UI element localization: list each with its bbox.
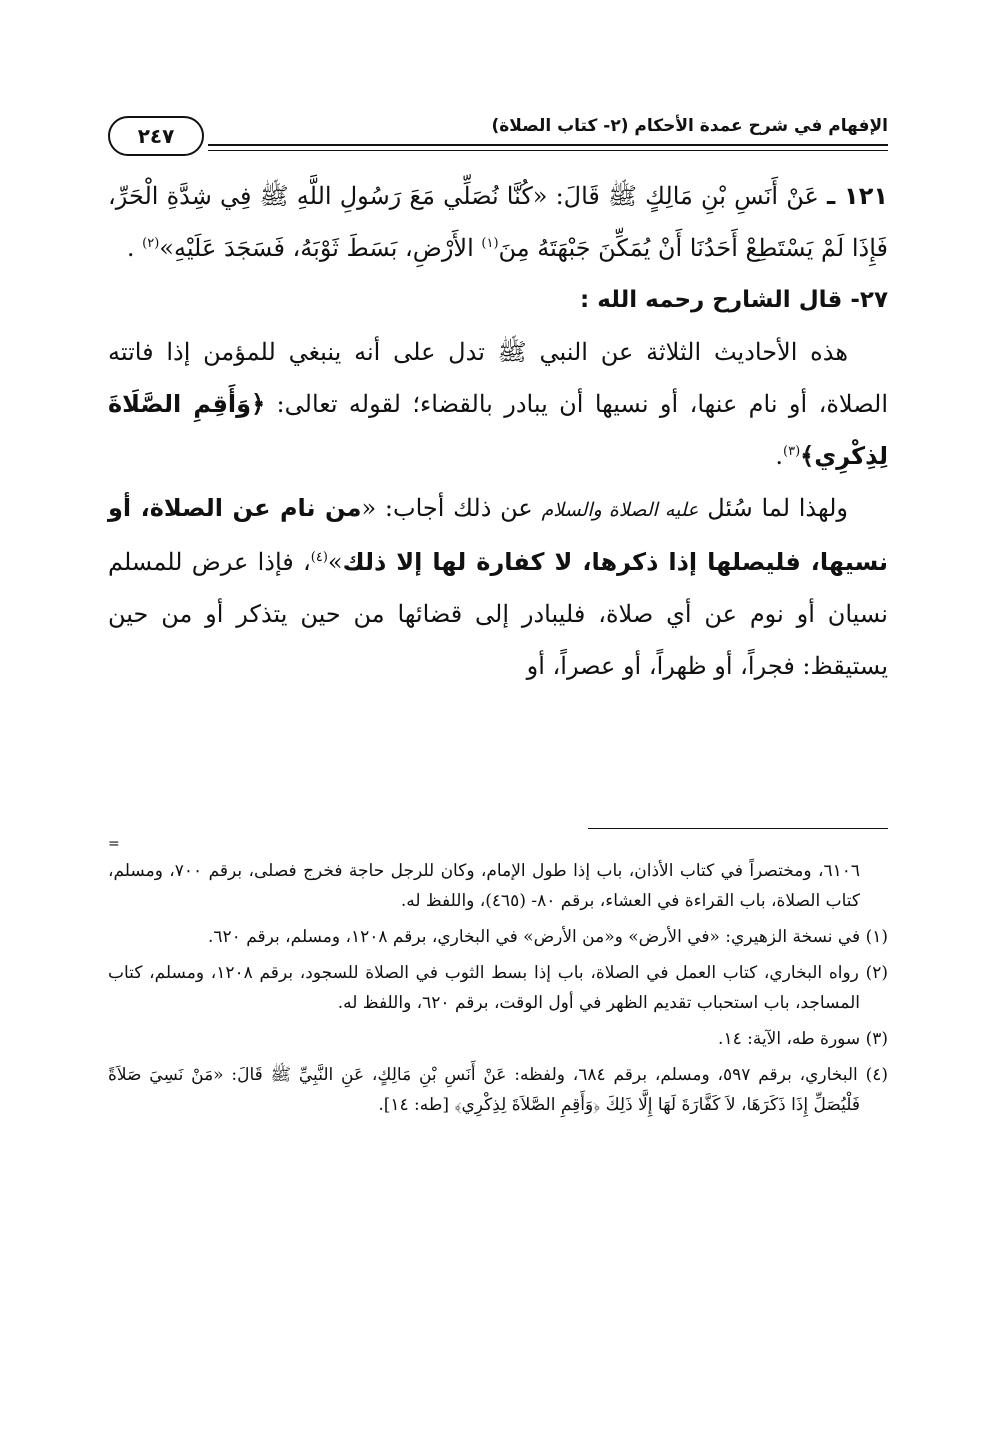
- header-rule-thin: [208, 150, 888, 151]
- paragraph-2-intro-2: عن ذلك أجاب: «: [361, 494, 542, 522]
- quote-end: »: [327, 548, 343, 576]
- page-number: ٢٤٧: [108, 116, 204, 156]
- footnote-continuation: ٦١٠٦، ومختصراً في كتاب الأذان، باب إذا طول الإمام، وكان للرجل حاجة فخرج فصلى، برقم ٧٠٠، ومسلم، كتاب الصلاة، باب القراءة في العشاء، برقم ٨٠- (٤٦٥)، واللفظ له.: [108, 861, 860, 911]
- paragraph-1-text: هذه الأحاديث الثلاثة عن النبي ﷺ تدل على أنه ينبغي للمؤمن إذا فاتته الصلاة، أو نام عنها، أو نسيها أن يبادر بالقضاء؛ لقوله تعالى:: [108, 338, 889, 418]
- book-title: الإفهام في شرح عمدة الأحكام (٢- كتاب الصلاة): [491, 116, 888, 136]
- section-number: ٢٧-: [850, 287, 888, 313]
- quran-verse: ﴿وَأَقِمِ الصَّلَاةَ لِذِكْرِي﴾: [108, 390, 888, 470]
- hadith-quote: من نام عن الصلاة، أو نسيها، فليصلها إذا ذكرها، لا كفارة لها إلا ذلك: [108, 494, 888, 576]
- footnotes: [108, 856, 888, 1126]
- footnote-2: (٢) رواه البخاري، كتاب العمل في الصلاة، باب إذا بسط الثوب في الصلاة للسجود، برقم ١٢٠٨، ومسلم، كتاب المساجد، باب استحباب تقديم الظهر في أول الوقت، برقم ٦٢٠، واللفظ له.: [108, 963, 888, 1013]
- footnote-marker-2[interactable]: (٢): [142, 236, 160, 251]
- honorific: عليه الصلاة والسلام: [541, 499, 699, 521]
- footnote-1: (١) في نسخة الزهيري: «في الأرض» و«من الأرض» في البخاري، برقم ١٢٠٨، ومسلم، برقم ٦٢٠.: [208, 927, 888, 947]
- hadith-text: عَنْ أَنَسِ بْنِ مَالِكٍ ﷺ قَالَ: «كُنَّا نُصَلِّي مَعَ رَسُولِ اللَّهِ ﷺ فِي شِدَّةِ الْحَرِّ، فَإِذَا لَمْ يَسْتَطِعْ أَحَدُنَا أَنْ يُمَكِّنَ جَبْهَتَهُ مِنَ: [108, 182, 888, 262]
- footnote-4: (٤) البخاري، برقم ٥٩٧، ومسلم، برقم ٦٨٤، ولفظه: عَنْ أَنَسِ بْنِ مَالِكٍ، عَنِ النَّبِيِّ ﷺ قَالَ: «مَنْ نَسِيَ صَلاَةً فَلْيُصَلِّ إِذَا ذَكَرَهَا، لاَ كَفَّارَةَ لَهَا إِلَّا ذَلِكَ ﴿وَأَقِمِ الصَّلاَةَ لِذِكْرِي﴾ [طه: ١٤].: [108, 1065, 888, 1115]
- footnote-marker-4[interactable]: (٤): [310, 550, 328, 565]
- paragraph-2: [108, 482, 888, 692]
- paragraph-1: [108, 326, 888, 482]
- footnote-3: (٣) سورة طه، الآية: ١٤.: [718, 1029, 888, 1049]
- hadith-block: [108, 170, 888, 274]
- hadith-number: ١٢١ ـ: [826, 182, 888, 210]
- footnote-marker-3[interactable]: (٣): [783, 444, 801, 459]
- paragraph-2-rest: ، فإذا عرض للمسلم نسيان أو نوم عن أي صلاة، فليبادر إلى قضائها من حين يتذكر أو من حين يستيقظ: فجراً، أو ظهراً، أو عصراً، أو: [108, 548, 888, 680]
- paragraph-2-intro: ولهذا لما سُئل: [698, 494, 848, 522]
- paragraph-1-end: .: [775, 442, 784, 470]
- header-rule-thick: [208, 144, 888, 146]
- section-heading: [108, 274, 888, 326]
- footnote-separator: [588, 828, 888, 829]
- hadith-end: .: [126, 234, 143, 262]
- footnote-marker-1[interactable]: (١): [481, 236, 499, 251]
- page-header: [108, 108, 888, 160]
- section-title: قال الشارح رحمه الله :: [580, 287, 843, 313]
- main-text: [108, 170, 888, 692]
- footnote-continuation-mark: =: [108, 836, 120, 852]
- hadith-text-2: الأَرْضِ، بَسَطَ ثَوْبَهُ، فَسَجَدَ عَلَيْهِ»: [159, 234, 482, 262]
